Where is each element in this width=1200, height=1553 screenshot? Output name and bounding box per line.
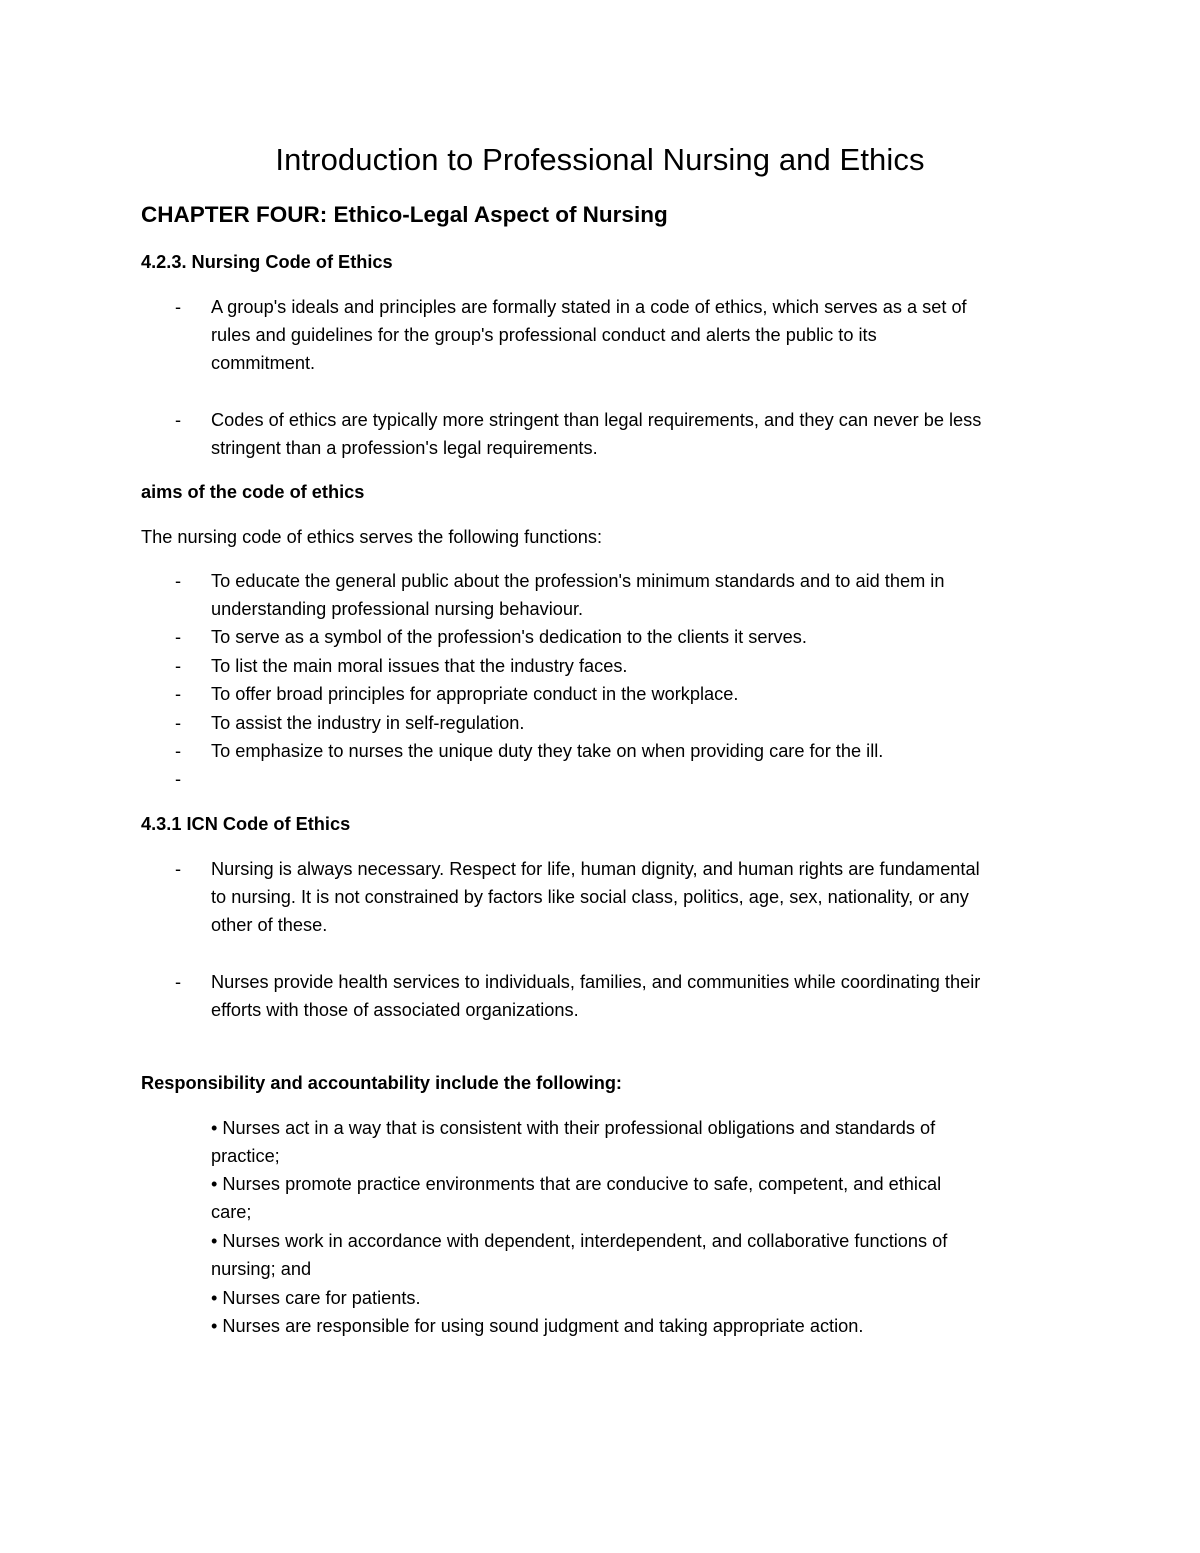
bullet-item-line: • Nurses promote practice environments that are conducive to safe, competent, and ethical <box>211 1174 942 1194</box>
list-item-line: To list the main moral issues that the industry faces. <box>211 656 628 676</box>
list-item-line: other of these. <box>211 915 328 935</box>
section-heading-431: 4.3.1 ICN Code of Ethics <box>141 814 351 834</box>
list-marker: - <box>175 769 182 789</box>
list-item-line: understanding professional nursing behaviour. <box>211 599 584 619</box>
list-item-line: Codes of ethics are typically more stringent than legal requirements, and they can never be less <box>211 410 982 430</box>
list-item-line: commitment. <box>211 353 316 373</box>
list-item-line: to nursing. It is not constrained by factors like social class, politics, age, sex, nationality, or any <box>211 887 969 907</box>
bullet-item-line: • Nurses are responsible for using sound judgment and taking appropriate action. <box>211 1316 864 1336</box>
bullet-item-line: practice; <box>211 1146 280 1166</box>
list-marker: - <box>175 627 182 647</box>
list-item-line: stringent than a profession's legal requirements. <box>211 438 598 458</box>
list-item-line: Nurses provide health services to individuals, families, and communities while coordinating their <box>211 972 981 992</box>
list-marker: - <box>175 656 182 676</box>
list-marker: - <box>175 297 182 317</box>
list-item-line: To offer broad principles for appropriate conduct in the workplace. <box>211 684 739 704</box>
list-item-line: Nursing is always necessary. Respect for life, human dignity, and human rights are fundamental <box>211 859 980 879</box>
section-heading-aims: aims of the code of ethics <box>141 482 365 502</box>
list-item-line: To educate the general public about the profession's minimum standards and to aid them in <box>211 571 945 591</box>
list-item-line: To emphasize to nurses the unique duty they take on when providing care for the ill. <box>211 741 884 761</box>
document-title: Introduction to Professional Nursing and Ethics <box>275 142 925 177</box>
list-marker: - <box>175 859 182 879</box>
list-item-line: To assist the industry in self-regulation. <box>211 713 525 733</box>
bullet-item-line: care; <box>211 1202 252 1222</box>
chapter-heading: CHAPTER FOUR: Ethico-Legal Aspect of Nursing <box>141 202 668 227</box>
list-marker: - <box>175 684 182 704</box>
list-marker: - <box>175 972 182 992</box>
section-heading-responsibility: Responsibility and accountability include the following: <box>141 1073 622 1093</box>
list-item-line: efforts with those of associated organizations. <box>211 1000 579 1020</box>
aims-intro: The nursing code of ethics serves the following functions: <box>141 527 603 547</box>
list-item-line: rules and guidelines for the group's professional conduct and alerts the public to its <box>211 325 877 345</box>
list-marker: - <box>175 741 182 761</box>
section-heading-423: 4.2.3. Nursing Code of Ethics <box>141 252 393 272</box>
list-marker: - <box>175 410 182 430</box>
list-marker: - <box>175 571 182 591</box>
list-marker: - <box>175 713 182 733</box>
bullet-item-line: • Nurses act in a way that is consistent with their professional obligations and standards of <box>211 1118 936 1138</box>
list-item-line: To serve as a symbol of the profession's dedication to the clients it serves. <box>211 627 807 647</box>
bullet-item-line: • Nurses care for patients. <box>211 1288 421 1308</box>
bullet-item-line: nursing; and <box>211 1259 312 1279</box>
list-item-line: A group's ideals and principles are formally stated in a code of ethics, which serves as a set of <box>211 297 967 317</box>
bullet-item-line: • Nurses work in accordance with dependent, interdependent, and collaborative functions of <box>211 1231 948 1251</box>
